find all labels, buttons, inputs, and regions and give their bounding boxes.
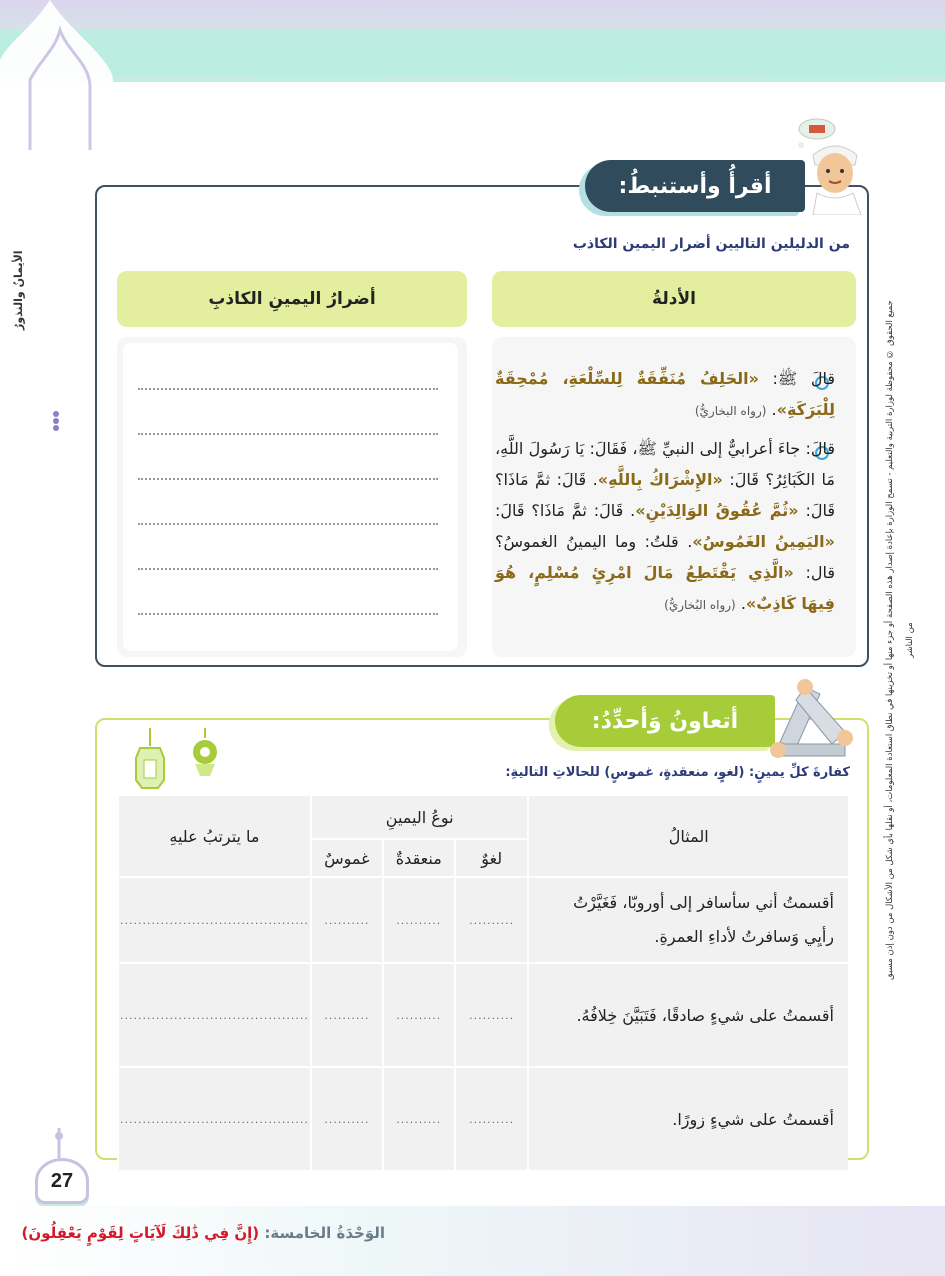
ghamus-answer[interactable]: .......... [310,1068,382,1172]
ghamus-answer[interactable]: .......... [310,964,382,1068]
answer-line[interactable] [138,388,438,390]
top-teal-stripe [0,30,945,76]
answer-line[interactable] [138,523,438,525]
cooperate-section-intro: كفارةَ كلِّ يمينٍ: (لغوٍ، منعقدةٍ، غموسٍ) للحالاتِ التاليةِ: [505,765,850,780]
unit-verse: (إِنَّ فِي ذَٰلِكَ لَآيَاتٍ لِقَوْمٍ يَعْقِلُونَ) [21,1224,260,1242]
lanterns-icon [130,728,240,798]
side-dots [52,410,60,432]
column-header-ghamus: غموسٌ [310,840,382,878]
munaqida-answer[interactable]: .......... [382,1068,454,1172]
evidence-hadith-1: قالَ ﷺ: «الحَلِفُ مُنَفِّقَةٌ لِلسِّلْعَةِ، مُمْحِقَةٌ لِلْبَرَكَةِ». (رواه البخاريُّ) [495,369,835,419]
column-header-example: المثالُ [527,796,848,878]
consequence-answer[interactable]: .......................................... [117,964,310,1068]
side-label-chapter: الأيمانُ والنذورُ [12,250,25,330]
example-cell: أقسمتُ على شيءٍ صادقًا، فَتَبَيَّنَ خِلافُهُ. [527,964,848,1068]
munaqida-answer[interactable]: .......... [382,964,454,1068]
laghw-answer[interactable]: .......... [454,1068,528,1172]
table-row [117,878,848,964]
table-row [117,964,848,1068]
oath-cases-table [117,796,848,1172]
answer-line[interactable] [138,613,438,615]
consequence-answer[interactable]: .......................................... [117,1068,310,1172]
ghamus-answer[interactable]: .......... [310,878,382,964]
evidence-hadith-2: قالَ: جاءَ أعرابيٌّ إلى النبيِّ ﷺ، فَقَالَ: يَا رَسُولَ اللَّهِ، مَا الكَبَائِرُ؟ قَالَ: «الإِشْرَاكُ بِاللَّهِ». قَالَ: ثمَّ مَاذَا؟ قَالَ: «ثُمَّ عُقُوقُ الوَالِدَيْنِ». قَالَ: ثمَّ مَاذَا؟ قَالَ: «اليَمِينُ الغَمُوسُ». قلتُ: وما اليمينُ الغموسُ؟ قال: «الَّذِي يَقْتَطِعُ مَالَ امْرِئٍ مُسْلِمٍ، هُوَ فِيهَا كَاذِبٌ». (رواه البُخاريُّ) [495,439,836,613]
page-number-ornament [49,1128,69,1160]
column-header-oath-type: نوعُ اليمينِ [310,796,528,840]
example-cell: أقسمتُ أني سأسافر إلى أوروبّا، فَغَيَّرْتُ رأيِي وَسافرتُ لأداءِ العمرةِ. [527,878,848,964]
student-boy-illustration [795,115,865,215]
unit-footer [21,1224,385,1242]
column-header-laghw: لغوٌ [454,840,528,878]
teamwork-arms-icon [760,672,860,762]
unit-label: الوَحْدَةُ الخامسة: [264,1224,385,1242]
laghw-answer[interactable]: .......... [454,964,528,1068]
read-section-intro: من الدليلين التاليين أضرار اليمين الكاذب [572,236,850,252]
answer-line[interactable] [138,568,438,570]
munaqida-answer[interactable]: .......... [382,878,454,964]
read-section-title: أقرأُ وأستنبطُ: [585,160,805,212]
column-header-consequence: ما يترتبُ عليهِ [117,796,310,878]
answer-line[interactable] [138,478,438,480]
cooperate-section-title: أتعاونُ وَأحدِّدُ: [555,695,775,747]
side-copyright: جميع الحقوق © محفوظة لوزارة التربية والتعليم - تسمح الوزارة بإعادة إصدار هذه الصفحة أو جزء منها أو تخزينها في نطاق استعادة المعلومات، أو نقلها بأي شكل من الأشكال من دون إذن مسبق من الناشر [885,300,915,980]
column-header-munaqida: منعقدةٌ [382,840,454,878]
consequence-answer[interactable]: .......................................... [117,878,310,964]
laghw-answer[interactable]: .......... [454,878,528,964]
table-row [117,1068,848,1172]
arch-ornament [0,0,120,150]
evidence-header: الأدلةُ [492,271,856,327]
harms-header: أضرارُ اليمينِ الكاذبِ [117,271,467,327]
page-number: 27 [35,1158,89,1204]
answer-line[interactable] [138,433,438,435]
example-cell: أقسمتُ على شيءٍ زورًا. [527,1068,848,1172]
